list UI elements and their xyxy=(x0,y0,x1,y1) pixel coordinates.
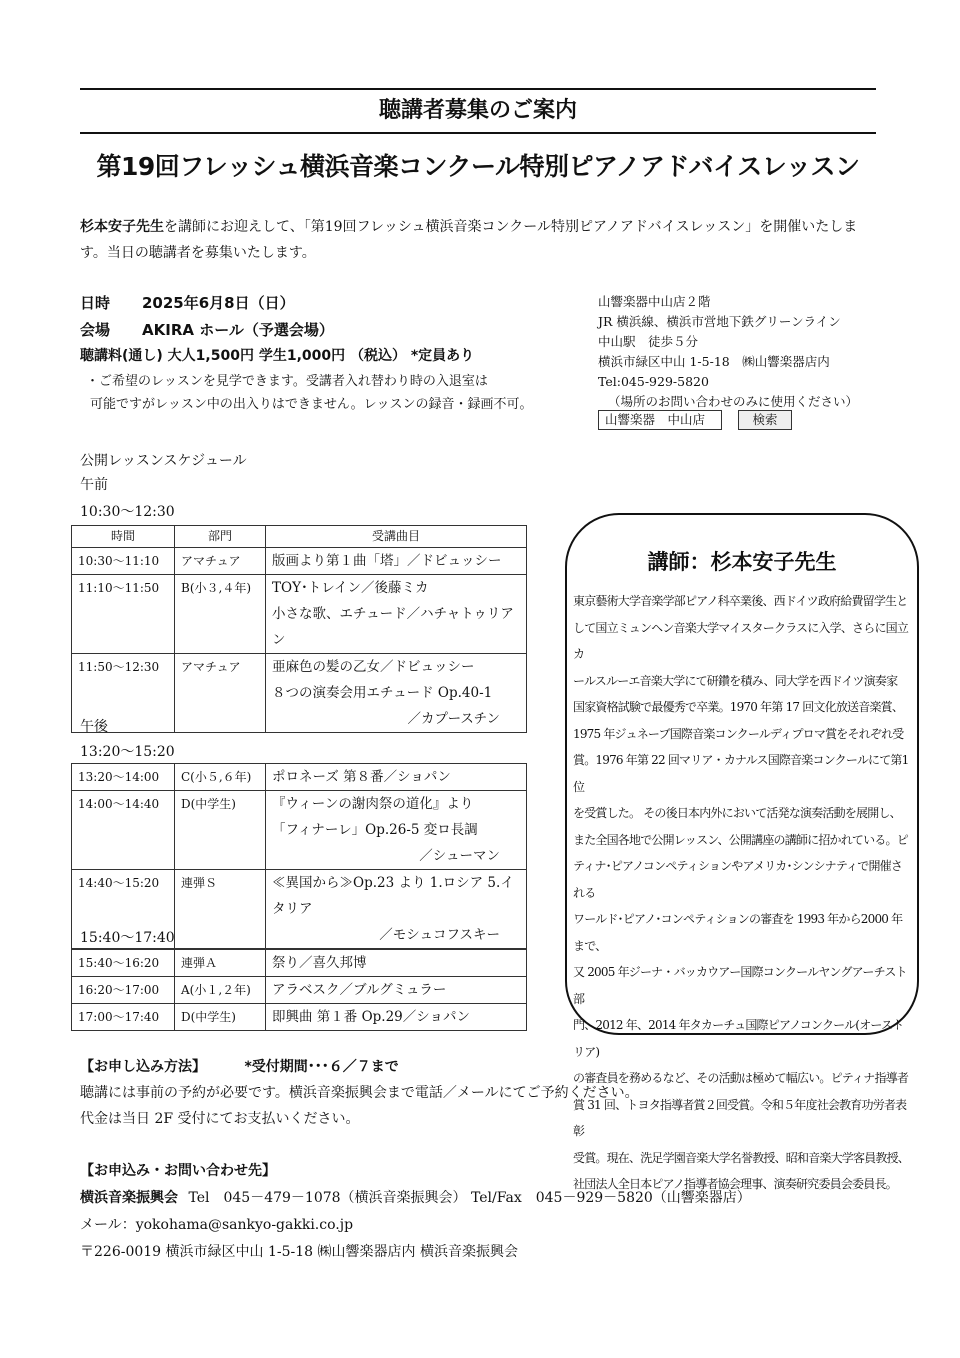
row-pieces xyxy=(266,791,527,870)
table-row xyxy=(72,575,527,654)
piece: ８つの演奏会用エチュード Op.40-1 xyxy=(272,685,493,701)
apply-section xyxy=(80,1054,880,1132)
contact-phones-row xyxy=(80,1185,880,1212)
piece: 即興曲 第１番 Op.29／ショパン xyxy=(272,1009,470,1025)
evening-range: 15:40～17:40 xyxy=(80,930,175,946)
piece: 版画より第１曲「塔」／ドビュッシー xyxy=(272,553,502,569)
row-time: 15:40～16:20 xyxy=(72,950,175,977)
venue-line: 横浜市緑区中山 1-5-18 ㈱山響楽器店内 xyxy=(598,354,830,369)
contact-phones: Tel 045－479－1078（横浜音楽振興会） Tel/Fax 045－929－5820（山響楽器店） xyxy=(188,1190,751,1206)
date-row xyxy=(80,292,295,313)
venue-line: JR 横浜線、横浜市営地下鉄グリーンライン xyxy=(598,314,841,329)
piece: ／カプースチン xyxy=(407,711,500,727)
bio-line: 国家資格試験で最優秀で卒業。1970 年第 17 回文化放送音楽賞、 xyxy=(573,700,904,714)
note-line1: ・ご希望のレッスンを見学できます。受講者入れ替わり時の入退室は xyxy=(86,374,488,389)
header-title: 聴講者募集のご案内 xyxy=(378,98,577,123)
main-title: 第19回フレッシュ横浜音楽コンクール特別ピアノアドバイスレッスン xyxy=(96,152,860,181)
header-category: 部門 xyxy=(175,526,266,548)
intro-paragraph xyxy=(80,214,880,266)
row-category: アマチュア xyxy=(175,654,266,733)
piece: 小さな歌、エチュード／ハチャトゥリアン xyxy=(272,606,514,648)
row-pieces xyxy=(266,1004,527,1031)
bio-title: 講師：杉本安子先生 xyxy=(647,550,837,574)
bio-line: ワールド･ピアノ･コンペティションの審査を 1993 年から2000 年まで、 xyxy=(573,912,903,953)
row-category: C(小５,６年) xyxy=(175,764,266,791)
bio-line: ティナ･ピアノコンペティションやアメリカ･シンシナティで開催される xyxy=(573,859,903,900)
row-category: D(中学生) xyxy=(175,1004,266,1031)
bio-line: を受賞した。 その後日本内外において活発な演奏活動を展開し、 xyxy=(573,806,901,820)
date-label: 日時 xyxy=(80,294,111,312)
row-pieces xyxy=(266,548,527,575)
row-category: 連弾Ａ xyxy=(175,950,266,977)
row-time: 11:50～12:30 xyxy=(72,654,175,733)
table-row xyxy=(72,791,527,870)
row-time: 13:20～14:00 xyxy=(72,764,175,791)
piece: ／シューマン xyxy=(419,848,500,864)
note-line2: 可能ですがレッスン中の出入りはできません。レッスンの録音・録画不可。 xyxy=(90,397,533,412)
row-time: 14:00～14:40 xyxy=(72,791,175,870)
bio-line: 賞。1976 年第 22 回マリア・カナルス国際音楽コンクールにて第1位 xyxy=(573,753,909,794)
table-row xyxy=(72,950,527,977)
apply-heading: 【お申し込み方法】 xyxy=(80,1059,206,1075)
piece: ≪異国から≫Op.23 より 1.ロシア 5.イタリア xyxy=(272,875,514,917)
row-category: B(小３,４年) xyxy=(175,575,266,654)
piece: 「フィナーレ」Op.26-5 変ロ長調 xyxy=(272,822,478,838)
row-pieces xyxy=(266,977,527,1004)
apply-line1: 聴講には事前の予約が必要です。横浜音楽振興会まで電話／メールにてご予約ください。 xyxy=(80,1085,639,1101)
venue-line: Tel:045-929-5820 xyxy=(598,374,709,389)
table-row xyxy=(72,654,527,733)
bio-line: 門、2012 年、2014 年タカーチュ国際ピアノコンクール(オーストリア) xyxy=(573,1018,904,1059)
morning-table xyxy=(71,525,527,733)
row-category: A(小１,２年) xyxy=(175,977,266,1004)
bio-line: 東京藝術大学音楽学部ピアノ科卒業後、西ドイツ政府給費留学生と xyxy=(573,594,908,608)
table-row xyxy=(72,977,527,1004)
mid-rule xyxy=(80,132,876,134)
venue-line: （場所のお問い合わせのみに使用ください） xyxy=(608,394,859,409)
piece: ポロネーズ 第８番／ショパン xyxy=(272,769,451,785)
row-time: 14:40～15:20 xyxy=(72,870,175,949)
intro-line2: す。当日の聴講者を募集いたします。 xyxy=(80,245,316,261)
row-pieces xyxy=(266,654,527,733)
table-header-row xyxy=(72,526,527,548)
venue-row xyxy=(80,319,334,340)
apply-heading-row xyxy=(80,1054,880,1080)
piece: TOY･トレイン／後藤ミカ xyxy=(272,580,429,596)
intro-teacher: 杉本安子先生 xyxy=(80,219,164,235)
bio-line: 又 2005 年ジーナ・バッカウアー国際コンクールヤングアーチスト部 xyxy=(573,965,907,1006)
venue-value: AKIRA ホール（予選会場） xyxy=(142,321,334,339)
apply-line2: 代金は当日 2F 受付にてお支払いください。 xyxy=(80,1111,360,1127)
search-button: 検索 xyxy=(738,410,792,430)
row-pieces xyxy=(266,764,527,791)
apply-deadline: *受付期間･･･６／７まで xyxy=(244,1059,399,1075)
contact-heading: 【お申込み・お問い合わせ先】 xyxy=(80,1163,276,1179)
date-value: 2025年6月8日（日） xyxy=(142,294,295,312)
piece: 亜麻色の髪の乙女／ドビュッシー xyxy=(272,659,475,675)
row-time: 11:10～11:50 xyxy=(72,575,175,654)
bio-line: 1975 年ジュネーブ国際音楽コンクールディプロマ賞をそれぞれ受 xyxy=(573,726,904,741)
fee-row: 聴講料(通し) 大人1,500円 学生1,000円 （税込） *定員あり xyxy=(80,348,475,364)
venue-line: 山響楽器中山店２階 xyxy=(598,294,711,309)
search-keyword-box: 山響楽器 中山店 xyxy=(598,410,722,430)
piece: 『ウィーンの謝肉祭の道化』より xyxy=(272,796,474,812)
contact-section xyxy=(80,1158,880,1266)
header-time: 時間 xyxy=(72,526,175,548)
row-category: 連弾Ｓ xyxy=(175,870,266,949)
piece: ／モシュコフスキー xyxy=(379,927,500,943)
evening-table xyxy=(71,949,527,1031)
venue-detail xyxy=(598,292,888,412)
piece: アラベスク／ブルグミュラー xyxy=(272,982,447,998)
table-row xyxy=(72,1004,527,1031)
row-pieces xyxy=(266,950,527,977)
bio-line: の審査員を務めるなど、その活動は極めて幅広い。ピティナ指導者 xyxy=(573,1071,909,1085)
table-row xyxy=(72,764,527,791)
bio-line: 受賞。現在、洗足学園音楽大学名誉教授、昭和音楽大学客員教授、 xyxy=(573,1150,910,1165)
row-time: 16:20～17:00 xyxy=(72,977,175,1004)
table-row xyxy=(72,548,527,575)
afternoon-table xyxy=(71,763,527,949)
schedule-title: 公開レッスンスケジュール xyxy=(80,453,247,469)
row-time: 17:00～17:40 xyxy=(72,1004,175,1031)
row-pieces xyxy=(266,575,527,654)
afternoon-label: 午後 xyxy=(80,719,108,735)
contact-address: 〒226-0019 横浜市緑区中山 1-5-18 ㈱山響楽器店内 横浜音楽振興会 xyxy=(80,1244,518,1260)
row-pieces xyxy=(266,870,527,949)
header-pieces: 受講曲目 xyxy=(266,526,527,548)
bio-line: ールスルーエ音楽大学にて研鑽を積み、同大学を西ドイツ演奏家 xyxy=(573,673,898,688)
row-time: 10:30～11:10 xyxy=(72,548,175,575)
intro-line1: を講師にお迎えして、「第19回フレッシュ横浜音楽コンクール特別ピアノアドバイスレッスン」を開催いたしま xyxy=(164,219,858,235)
morning-range: 10:30～12:30 xyxy=(80,504,175,520)
bio-line: 賞 31 回、トヨタ指導者賞２回受賞。令和５年度社会教育功労者表彰 xyxy=(573,1097,907,1138)
bio-line: また全国各地で公開レッスン、公開講座の講師に招かれている。ピ xyxy=(573,832,908,847)
note xyxy=(86,370,546,416)
row-category: アマチュア xyxy=(175,548,266,575)
venue-label: 会場 xyxy=(80,321,111,339)
row-category: D(中学生) xyxy=(175,791,266,870)
afternoon-range: 13:20～15:20 xyxy=(80,744,175,760)
contact-org: 横浜音楽振興会 xyxy=(80,1190,178,1206)
piece: 祭り／喜久邦博 xyxy=(272,955,367,971)
bio-line: して国立ミュンヘン音楽大学マイスタークラスに入学、さらに国立カ xyxy=(573,620,909,661)
top-rule xyxy=(80,88,876,90)
bio-line: 社団法人全日本ピアノ指導者協会理事、演奏研究委員会委員長。 xyxy=(573,1177,897,1191)
venue-line: 中山駅 徒歩５分 xyxy=(598,334,699,349)
morning-label: 午前 xyxy=(80,477,108,493)
contact-email: メール：yokohama@sankyo-gakki.co.jp xyxy=(80,1217,354,1233)
